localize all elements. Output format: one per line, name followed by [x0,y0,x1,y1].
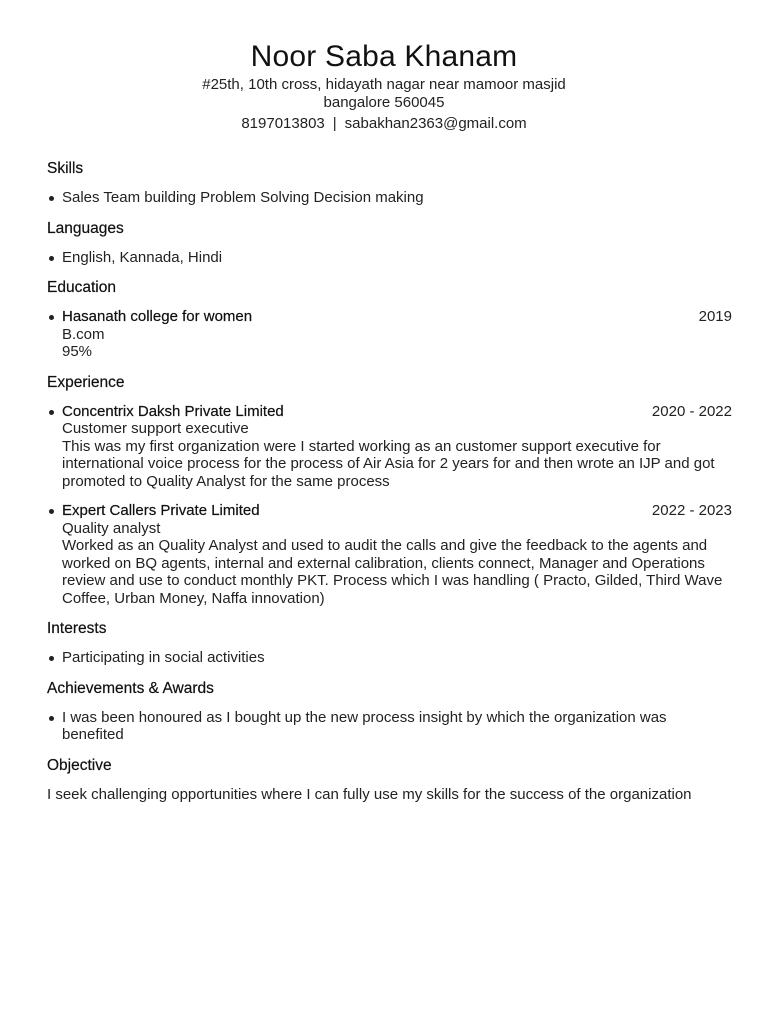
education-entry-header [62,308,732,326]
skills-heading: Skills [47,160,84,177]
experience-entry [47,403,732,491]
experience-entry-header [62,403,732,421]
languages-section [47,219,732,267]
achievements-heading: Achievements & Awards [47,679,214,697]
experience-entry [47,502,732,607]
objective-text: I seek challenging opportunities where I can fully use my skills for the success of the organization [47,785,692,803]
institution-name: Hasanath college for women [62,308,253,325]
company-name: Expert Callers Private Limited [62,502,260,519]
interests-item: Participating in social activities [47,649,732,667]
education-date: 2019 [698,308,732,325]
experience-list [47,403,732,608]
languages-heading: Languages [47,219,124,237]
education-list [47,308,732,361]
experience-entry-header [62,502,732,520]
objective-section [47,756,732,804]
education-heading: Education [47,279,116,296]
interests-list [47,649,732,667]
interests-heading: Interests [47,620,107,637]
address-line-2: bangalore 560045 [323,94,445,111]
experience-date: 2022 - 2023 [651,502,732,519]
interests-section [47,619,732,667]
experience-heading: Experience [47,373,125,391]
achievements-list [47,709,732,744]
job-description: This was my first organization were I started working as an customer support executive for international voice process for the process of Air Asia for 2 years for and then wrote an IJP and got promoted to Quality Analyst for the same process [62,437,715,490]
resume-header [36,38,732,133]
job-description: Worked as an Quality Analyst and used to audit the calls and give the feedback to the agents and worked on BQ agents, internal and external calibration, clients connect, Manager and Operations review and use to conduct monthly PKT. Process which I was handling ( Practo, Gilded, Third Wave Coffee, Urban Money, Naffa innovation) [62,537,723,607]
experience-date: 2020 - 2022 [651,402,732,420]
company-name: Concentrix Daksh Private Limited [62,402,284,420]
candidate-name: Noor Saba Khanam [250,40,518,73]
objective-heading: Objective [47,756,112,774]
contact-separator: | [332,115,337,132]
experience-section [47,373,732,608]
education-entry [47,308,732,361]
job-role: Customer support executive [62,420,249,437]
skills-item: Sales Team building Problem Solving Decision making [47,189,732,207]
skills-list [47,189,732,207]
languages-list [47,249,732,267]
skills-section [47,159,732,207]
education-section [47,278,732,361]
languages-item: English, Kannada, Hindi [47,249,732,267]
job-role: Quality analyst [62,519,161,537]
achievements-section [47,679,732,744]
phone-number: 8197013803 [241,115,325,132]
degree: B.com [62,325,105,343]
address-line-1: #25th, 10th cross, hidayath nagar near mamoor masjid [202,76,566,93]
achievements-item: I was been honoured as I bought up the new process insight by which the organization was benefited [47,709,732,744]
contact-line [36,115,732,133]
education-score: 95% [62,343,93,360]
email-address: sabakhan2363@gmail.com [344,115,527,132]
